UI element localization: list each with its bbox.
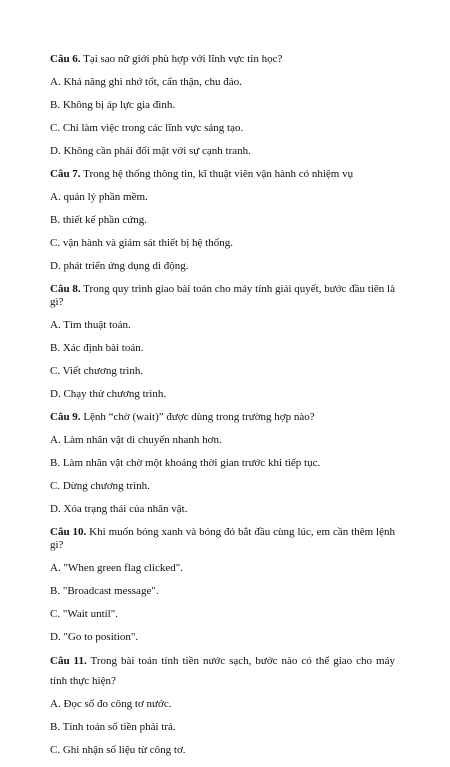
question-title xyxy=(50,283,395,309)
option-a: A. Tìm thuật toán. xyxy=(50,319,131,331)
option-c: C. Viết chương trình. xyxy=(50,365,144,377)
question-title xyxy=(50,53,395,66)
option-a: A. Làm nhân vật di chuyển nhanh hơn. xyxy=(50,434,222,446)
option-b: B. Xác định bài toán. xyxy=(50,342,144,354)
question-10 xyxy=(50,526,395,644)
question-text: Trong quy trình giao bài toán cho máy tính giải quyết, bước đầu tiên là gì? xyxy=(50,283,395,308)
option-b: B. Tính toán số tiền phải trả. xyxy=(50,721,176,733)
question-number: Câu 8. xyxy=(50,283,81,295)
option-c: C. Chỉ làm việc trong các lĩnh vực sáng tạo. xyxy=(50,122,244,134)
option-b: B. "Broadcast message". xyxy=(50,585,159,597)
option-d: D. phát triển ứng dụng di động. xyxy=(50,260,189,272)
option-a: A. quản lý phần mềm. xyxy=(50,191,148,203)
question-title xyxy=(50,526,395,552)
question-number: Câu 11. xyxy=(50,655,87,667)
option-a: A. "When green flag clicked". xyxy=(50,562,183,574)
question-title xyxy=(50,411,395,424)
option-d: D. Xóa trạng thái của nhân vật. xyxy=(50,503,188,515)
question-11 xyxy=(50,651,395,757)
option-d: D. Không cần phải đối mặt với sự cạnh tranh. xyxy=(50,145,251,157)
option-c: C. Ghi nhận số liệu từ công tơ. xyxy=(50,744,186,756)
option-c: C. Dừng chương trình. xyxy=(50,480,150,492)
question-9 xyxy=(50,411,395,516)
option-d: D. "Go to position". xyxy=(50,631,139,643)
question-7 xyxy=(50,168,395,273)
option-c: C. vận hành và giám sát thiết bị hệ thống. xyxy=(50,237,233,249)
question-number: Câu 6. xyxy=(50,53,81,65)
option-b: B. Không bị áp lực gia đình. xyxy=(50,99,176,111)
option-b: B. thiết kế phần cứng. xyxy=(50,214,147,226)
option-a: A. Khả năng ghi nhớ tốt, cẩn thận, chu đáo. xyxy=(50,76,242,88)
question-number: Câu 10. xyxy=(50,526,87,538)
question-number: Câu 7. xyxy=(50,168,81,180)
question-6 xyxy=(50,53,395,158)
question-number: Câu 9. xyxy=(50,411,81,423)
question-title xyxy=(50,168,395,181)
question-8 xyxy=(50,283,395,401)
option-d: D. Chạy thử chương trình. xyxy=(50,388,167,400)
question-text: Trong bài toán tính tiền nước sạch, bước nào có thể giao cho máy tính thực hiện? xyxy=(50,655,395,687)
question-text: Khi muốn bóng xanh và bóng đỏ bắt đầu cùng lúc, em cần thêm lệnh gì? xyxy=(50,526,395,551)
option-b: B. Làm nhân vật chờ một khoảng thời gian trước khi tiếp tục. xyxy=(50,457,321,469)
question-text: Lệnh “chờ (wait)” được dùng trong trường hợp nào? xyxy=(80,411,315,423)
document-page xyxy=(50,53,395,767)
question-text: Tại sao nữ giới phù hợp với lĩnh vực tin học? xyxy=(80,53,283,65)
option-c: C. "Wait until". xyxy=(50,608,118,620)
question-text: Trong hệ thống thông tin, kĩ thuật viên vận hành có nhiệm vụ xyxy=(80,168,354,180)
question-title xyxy=(50,651,395,691)
option-a: A. Đọc số đo công tơ nước. xyxy=(50,698,172,710)
